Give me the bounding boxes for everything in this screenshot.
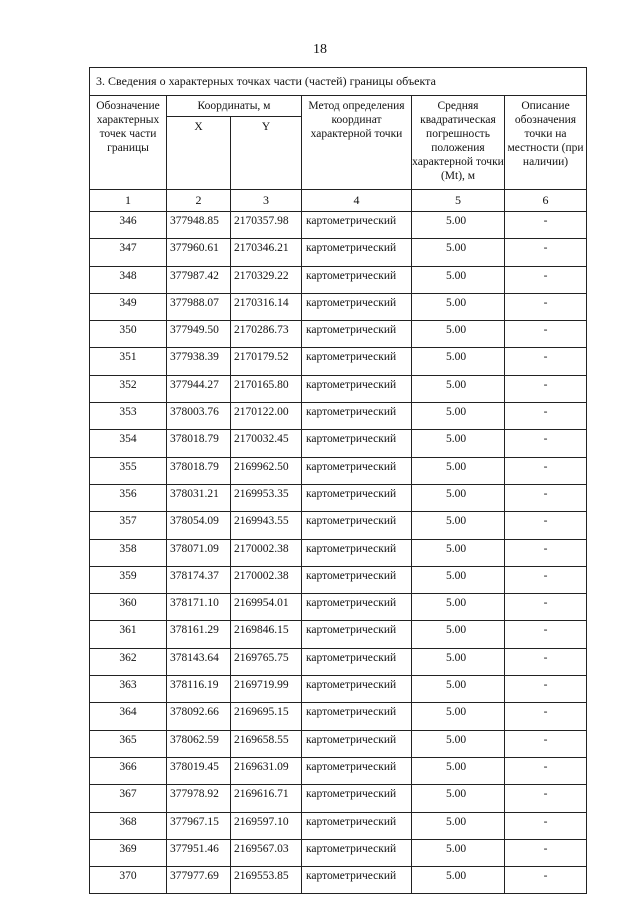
table-row xyxy=(90,403,587,430)
table-row xyxy=(90,239,587,266)
description-cell: - xyxy=(505,594,587,621)
description-cell: - xyxy=(505,785,587,812)
table-row xyxy=(90,594,587,621)
description-cell: - xyxy=(505,430,587,457)
error-cell: 5.00 xyxy=(412,266,505,293)
description-cell: - xyxy=(505,703,587,730)
point-number-cell: 347 xyxy=(90,239,167,266)
point-number-cell: 357 xyxy=(90,512,167,539)
point-number-cell: 351 xyxy=(90,348,167,375)
table-row xyxy=(90,266,587,293)
column-number: 3 xyxy=(231,190,302,212)
description-cell: - xyxy=(505,539,587,566)
point-number-cell: 361 xyxy=(90,621,167,648)
y-coordinate-cell: 2170346.21 xyxy=(231,239,302,266)
error-cell: 5.00 xyxy=(412,785,505,812)
description-cell: - xyxy=(505,676,587,703)
y-coordinate-cell: 2170032.45 xyxy=(231,430,302,457)
method-cell: картометрический xyxy=(302,757,412,784)
table-row xyxy=(90,512,587,539)
error-cell: 5.00 xyxy=(412,703,505,730)
y-coordinate-cell: 2169962.50 xyxy=(231,457,302,484)
description-cell: - xyxy=(505,321,587,348)
header-method: Метод определения координат характерной точки xyxy=(302,96,412,190)
y-coordinate-cell: 2169631.09 xyxy=(231,757,302,784)
method-cell: картометрический xyxy=(302,293,412,320)
header-coordinates: Координаты, м xyxy=(167,96,302,117)
error-cell: 5.00 xyxy=(412,621,505,648)
description-cell: - xyxy=(505,621,587,648)
x-coordinate-cell: 378116.19 xyxy=(167,676,231,703)
error-cell: 5.00 xyxy=(412,839,505,866)
description-cell: - xyxy=(505,839,587,866)
y-coordinate-cell: 2170357.98 xyxy=(231,212,302,239)
y-coordinate-cell: 2170316.14 xyxy=(231,293,302,320)
table-row xyxy=(90,676,587,703)
x-coordinate-cell: 377960.61 xyxy=(167,239,231,266)
point-number-cell: 364 xyxy=(90,703,167,730)
header-designation: Обозначение характерных точек части границы xyxy=(90,96,167,190)
point-number-cell: 365 xyxy=(90,730,167,757)
method-cell: картометрический xyxy=(302,785,412,812)
x-coordinate-cell: 377944.27 xyxy=(167,375,231,402)
x-coordinate-cell: 377988.07 xyxy=(167,293,231,320)
x-coordinate-cell: 378161.29 xyxy=(167,621,231,648)
column-number: 1 xyxy=(90,190,167,212)
table-row xyxy=(90,839,587,866)
point-number-cell: 353 xyxy=(90,403,167,430)
error-cell: 5.00 xyxy=(412,403,505,430)
x-coordinate-cell: 378071.09 xyxy=(167,539,231,566)
table-row xyxy=(90,212,587,239)
column-number: 5 xyxy=(412,190,505,212)
table-row xyxy=(90,293,587,320)
error-cell: 5.00 xyxy=(412,512,505,539)
error-cell: 5.00 xyxy=(412,375,505,402)
table-row xyxy=(90,703,587,730)
point-number-cell: 350 xyxy=(90,321,167,348)
description-cell: - xyxy=(505,212,587,239)
description-cell: - xyxy=(505,867,587,894)
y-coordinate-cell: 2170002.38 xyxy=(231,566,302,593)
x-coordinate-cell: 377978.92 xyxy=(167,785,231,812)
point-number-cell: 349 xyxy=(90,293,167,320)
point-number-cell: 367 xyxy=(90,785,167,812)
point-number-cell: 369 xyxy=(90,839,167,866)
column-number: 6 xyxy=(505,190,587,212)
x-coordinate-cell: 378018.79 xyxy=(167,457,231,484)
point-number-cell: 355 xyxy=(90,457,167,484)
x-coordinate-cell: 378171.10 xyxy=(167,594,231,621)
description-cell: - xyxy=(505,457,587,484)
error-cell: 5.00 xyxy=(412,457,505,484)
y-coordinate-cell: 2170122.00 xyxy=(231,403,302,430)
method-cell: картометрический xyxy=(302,212,412,239)
table-row xyxy=(90,812,587,839)
error-cell: 5.00 xyxy=(412,539,505,566)
table-row xyxy=(90,430,587,457)
point-number-cell: 346 xyxy=(90,212,167,239)
y-coordinate-cell: 2169567.03 xyxy=(231,839,302,866)
method-cell: картометрический xyxy=(302,239,412,266)
table-caption: 3. Сведения о характерных точках части (частей) границы объекта xyxy=(90,68,587,96)
error-cell: 5.00 xyxy=(412,239,505,266)
y-coordinate-cell: 2170286.73 xyxy=(231,321,302,348)
description-cell: - xyxy=(505,730,587,757)
table-row xyxy=(90,730,587,757)
method-cell: картометрический xyxy=(302,348,412,375)
x-coordinate-cell: 378003.76 xyxy=(167,403,231,430)
table-row xyxy=(90,484,587,511)
method-cell: картометрический xyxy=(302,648,412,675)
description-cell: - xyxy=(505,484,587,511)
point-number-cell: 370 xyxy=(90,867,167,894)
method-cell: картометрический xyxy=(302,321,412,348)
table-row xyxy=(90,566,587,593)
boundary-points-table xyxy=(89,67,587,894)
x-coordinate-cell: 378174.37 xyxy=(167,566,231,593)
point-number-cell: 363 xyxy=(90,676,167,703)
error-cell: 5.00 xyxy=(412,676,505,703)
y-coordinate-cell: 2169954.01 xyxy=(231,594,302,621)
table-row xyxy=(90,785,587,812)
error-cell: 5.00 xyxy=(412,321,505,348)
error-cell: 5.00 xyxy=(412,757,505,784)
x-coordinate-cell: 377948.85 xyxy=(167,212,231,239)
description-cell: - xyxy=(505,566,587,593)
header-error: Средняя квадратическая погрешность положения характерной точки (Mt), м xyxy=(412,96,505,190)
x-coordinate-cell: 377938.39 xyxy=(167,348,231,375)
method-cell: картометрический xyxy=(302,867,412,894)
y-coordinate-cell: 2169553.85 xyxy=(231,867,302,894)
table-row xyxy=(90,375,587,402)
table-row xyxy=(90,621,587,648)
column-number: 2 xyxy=(167,190,231,212)
point-number-cell: 352 xyxy=(90,375,167,402)
error-cell: 5.00 xyxy=(412,648,505,675)
y-coordinate-cell: 2169658.55 xyxy=(231,730,302,757)
table-row xyxy=(90,457,587,484)
description-cell: - xyxy=(505,512,587,539)
table-row xyxy=(90,539,587,566)
y-coordinate-cell: 2169846.15 xyxy=(231,621,302,648)
method-cell: картометрический xyxy=(302,512,412,539)
page-number: 18 xyxy=(313,42,327,57)
error-cell: 5.00 xyxy=(412,867,505,894)
method-cell: картометрический xyxy=(302,430,412,457)
header-x: X xyxy=(167,117,231,190)
y-coordinate-cell: 2169695.15 xyxy=(231,703,302,730)
method-cell: картометрический xyxy=(302,266,412,293)
x-coordinate-cell: 377951.46 xyxy=(167,839,231,866)
description-cell: - xyxy=(505,375,587,402)
point-number-cell: 348 xyxy=(90,266,167,293)
method-cell: картометрический xyxy=(302,457,412,484)
method-cell: картометрический xyxy=(302,703,412,730)
y-coordinate-cell: 2169616.71 xyxy=(231,785,302,812)
method-cell: картометрический xyxy=(302,566,412,593)
header-y: Y xyxy=(231,117,302,190)
x-coordinate-cell: 378062.59 xyxy=(167,730,231,757)
table-row xyxy=(90,648,587,675)
description-cell: - xyxy=(505,757,587,784)
description-cell: - xyxy=(505,348,587,375)
point-number-cell: 356 xyxy=(90,484,167,511)
error-cell: 5.00 xyxy=(412,348,505,375)
error-cell: 5.00 xyxy=(412,212,505,239)
y-coordinate-cell: 2169765.75 xyxy=(231,648,302,675)
x-coordinate-cell: 378018.79 xyxy=(167,430,231,457)
error-cell: 5.00 xyxy=(412,566,505,593)
error-cell: 5.00 xyxy=(412,484,505,511)
method-cell: картометрический xyxy=(302,839,412,866)
method-cell: картометрический xyxy=(302,730,412,757)
error-cell: 5.00 xyxy=(412,594,505,621)
error-cell: 5.00 xyxy=(412,730,505,757)
method-cell: картометрический xyxy=(302,594,412,621)
x-coordinate-cell: 377977.69 xyxy=(167,867,231,894)
point-number-cell: 359 xyxy=(90,566,167,593)
point-number-cell: 354 xyxy=(90,430,167,457)
description-cell: - xyxy=(505,293,587,320)
column-number: 4 xyxy=(302,190,412,212)
x-coordinate-cell: 378143.64 xyxy=(167,648,231,675)
table-row xyxy=(90,348,587,375)
description-cell: - xyxy=(505,812,587,839)
point-number-cell: 362 xyxy=(90,648,167,675)
x-coordinate-cell: 378054.09 xyxy=(167,512,231,539)
y-coordinate-cell: 2170002.38 xyxy=(231,539,302,566)
method-cell: картометрический xyxy=(302,676,412,703)
table-row xyxy=(90,867,587,894)
error-cell: 5.00 xyxy=(412,293,505,320)
description-cell: - xyxy=(505,648,587,675)
point-number-cell: 368 xyxy=(90,812,167,839)
table-body xyxy=(90,212,587,894)
y-coordinate-cell: 2169719.99 xyxy=(231,676,302,703)
x-coordinate-cell: 377987.42 xyxy=(167,266,231,293)
point-number-cell: 366 xyxy=(90,757,167,784)
y-coordinate-cell: 2169597.10 xyxy=(231,812,302,839)
description-cell: - xyxy=(505,239,587,266)
x-coordinate-cell: 378092.66 xyxy=(167,703,231,730)
error-cell: 5.00 xyxy=(412,812,505,839)
y-coordinate-cell: 2170165.80 xyxy=(231,375,302,402)
y-coordinate-cell: 2169943.55 xyxy=(231,512,302,539)
point-number-cell: 358 xyxy=(90,539,167,566)
x-coordinate-cell: 377967.15 xyxy=(167,812,231,839)
table-row xyxy=(90,757,587,784)
table-row xyxy=(90,321,587,348)
y-coordinate-cell: 2170179.52 xyxy=(231,348,302,375)
y-coordinate-cell: 2170329.22 xyxy=(231,266,302,293)
column-number-row xyxy=(90,190,587,212)
method-cell: картометрический xyxy=(302,484,412,511)
method-cell: картометрический xyxy=(302,812,412,839)
x-coordinate-cell: 377949.50 xyxy=(167,321,231,348)
method-cell: картометрический xyxy=(302,539,412,566)
x-coordinate-cell: 378031.21 xyxy=(167,484,231,511)
method-cell: картометрический xyxy=(302,375,412,402)
point-number-cell: 360 xyxy=(90,594,167,621)
method-cell: картометрический xyxy=(302,621,412,648)
error-cell: 5.00 xyxy=(412,430,505,457)
description-cell: - xyxy=(505,266,587,293)
header-description: Описание обозначения точки на местности (при наличии) xyxy=(505,96,587,190)
description-cell: - xyxy=(505,403,587,430)
x-coordinate-cell: 378019.45 xyxy=(167,757,231,784)
method-cell: картометрический xyxy=(302,403,412,430)
y-coordinate-cell: 2169953.35 xyxy=(231,484,302,511)
